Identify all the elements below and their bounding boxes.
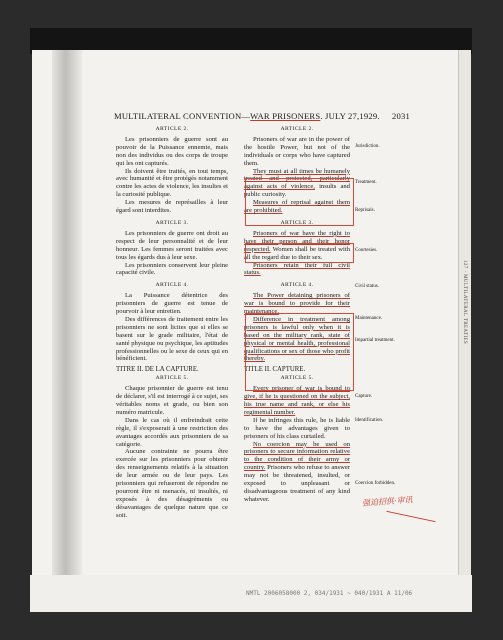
handwritten-annotation: 强迫招供·审讯 bbox=[361, 495, 413, 508]
highlighted-paragraph: Measures of reprisal against them are prohibited. bbox=[244, 199, 350, 215]
article-heading: ARTICLE 3. bbox=[155, 219, 189, 226]
article-heading: ARTICLE 4. bbox=[280, 282, 314, 289]
paragraph: Prisoners of war are in the power of the hostile Power, but not of the individuals or corps who have captured them. bbox=[244, 135, 350, 167]
paragraph: They must at all times be humanely treated and protected, particularly against acts of violence, insults and public curiosity. bbox=[244, 167, 350, 199]
french-column bbox=[116, 126, 228, 520]
archive-stamp: NMTL 2006058000 2, 034/1931 ~ 040/1931 A 11/06 bbox=[246, 590, 413, 597]
paragraph: Prisoners of war have the right to have their person and their honor respected. Women shall be treated with all the regard due to their sex. bbox=[244, 229, 350, 261]
title-heading: TITLE II. CAPTURE. bbox=[244, 366, 306, 374]
header-prefix: MULTILATERAL CONVENTION— bbox=[114, 111, 251, 121]
article-heading: ARTICLE 2. bbox=[155, 126, 189, 132]
margin-note: Maintenance. bbox=[355, 316, 383, 321]
highlighted-text: Prisoners of war have the right to have their person and their honor respected. bbox=[244, 229, 350, 253]
highlighted-paragraph: Difference in treatment among prisoners is lawful only when it is based on the military rank, state of physical or mental health, professional qualifications or sex of those who profit thereby. bbox=[244, 315, 350, 363]
page-number: 2031 bbox=[392, 111, 410, 121]
margin-note: Courtesies. bbox=[355, 248, 378, 253]
article-heading: ARTICLE 3. bbox=[280, 219, 314, 226]
highlighted-paragraph: Every prisoner of war is bound to give, if he is questioned on the subject, his true name and rank, or else his regimental number. bbox=[244, 385, 350, 416]
paragraph: Les prisonniers de guerre ont droit au respect de leur personnalité et de leur honneur. Les femmes seront traitées avec tous les égards dus à leur sexe. bbox=[116, 229, 228, 261]
paragraph: Chaque prisonnier de guerre est tenu de déclarer, s'il est interrogé à ce sujet, ses véritables noms et grade, ou bien son numéro matricule. bbox=[116, 385, 228, 416]
header-underlined-title: WAR PRISONERS bbox=[250, 111, 321, 121]
paragraph: Les mesures de représailles à leur égard sont interdites. bbox=[116, 199, 228, 215]
highlighted-paragraph: The Power detaining prisoners of war is bound to provide for their maintenance. bbox=[244, 292, 350, 316]
paragraph: Les prisonniers de guerre sont au pouvoir de la Puissance ennemie, mais non des individus ou des corps de troupe qui les ont capturés. bbox=[116, 135, 228, 167]
article-heading: ARTICLE 5. bbox=[155, 375, 189, 382]
highlighted-text: They must at all times be humanely treated and protected, particularly against acts of violence, bbox=[244, 167, 350, 191]
article-heading: ARTICLE 4. bbox=[155, 282, 189, 289]
paragraph: Les prisonniers conservent leur pleine capacité civile. bbox=[116, 261, 228, 277]
paragraph: Ils doivent être traités, en tout temps, avec humanité et être protégés notamment contre les actes de violence, les insultes et la curiosité publique. bbox=[116, 167, 228, 199]
paragraph: La Puissance détentrice des prisonniers de guerre est tenue de pourvoir à leur entretien. bbox=[116, 292, 228, 316]
red-annotation-box bbox=[245, 243, 354, 263]
paragraph: Aucune contrainte ne pourra être exercée sur les prisonniers pour obtenir des renseignements relatifs à la situation de leur armée ou de leur pays. Les prisonniers qui refuseront de répondre ne pourront être ni menacés, ni insultés, ni exposés à des désagréments ou désavantages de quelque nature que ce soit. bbox=[116, 448, 228, 519]
article-heading: ARTICLE 5. bbox=[280, 375, 314, 382]
paragraph: Dans le cas où il enfreindrait cette règle, il s'exposerait à une restriction des avantages accordés aux prisonniers de sa catégorie. bbox=[116, 416, 228, 448]
page-fold-shadow bbox=[52, 50, 82, 575]
paragraph: No coercion may be used on prisoners to secure information relative to the condition of their army or country. Prisoners who refuse to answer may not be threatened, insulted, or exposed to unpleasant or disadvantageous treatment of any kind whatever. bbox=[244, 440, 350, 503]
margin-note: Treatment. bbox=[355, 180, 377, 185]
highlighted-paragraph: Prisoners retain their full civil status. bbox=[244, 261, 350, 277]
margin-note: Reprisals. bbox=[355, 208, 375, 213]
margin-note: Impartial treatment. bbox=[355, 338, 395, 343]
red-annotation-box bbox=[245, 313, 354, 391]
article-heading: ARTICLE 2. bbox=[280, 126, 314, 132]
margin-note: Coercion forbidden. bbox=[355, 481, 396, 486]
red-annotation-box bbox=[245, 178, 354, 226]
title-heading: TITRE II. DE LA CAPTURE. bbox=[116, 366, 199, 374]
margin-note: Civil status. bbox=[355, 284, 379, 289]
margin-note: Jurisdiction. bbox=[355, 144, 380, 149]
margin-note: Identification. bbox=[355, 418, 384, 423]
page-header bbox=[114, 111, 410, 121]
paragraph: If he infringes this rule, he is liable to have the advantages given to prisoners of his class curtailed. bbox=[244, 416, 350, 440]
highlighted-text: No coercion may be used on prisoners to secure information relative to the condition of their army or country. bbox=[244, 440, 350, 472]
edge-running-text: 127 · MULTILATERAL TREATIES bbox=[462, 260, 467, 345]
header-date: . JULY 27,1929. bbox=[320, 111, 380, 121]
paragraph: Des différences de traitement entre les prisonniers ne sont licites que si elles se basent sur le grade militaire, l'état de santé physique ou psychique, les aptitudes professionnelles ou le sexe de ceux qui en bénéficient. bbox=[116, 315, 228, 363]
margin-note: Capture. bbox=[355, 394, 373, 399]
